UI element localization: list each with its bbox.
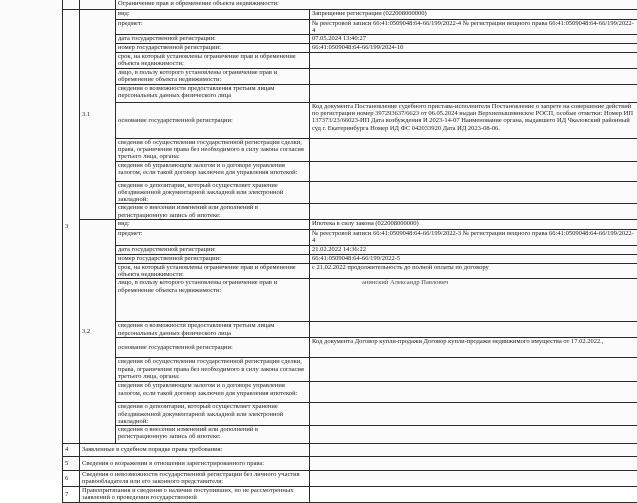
- row-number: 4: [63, 444, 80, 457]
- field-label: срок, на который установлены ограничение прав и обременение объекта недвижимости:: [116, 263, 310, 279]
- field-label: предмет:: [116, 19, 310, 35]
- field-label: сведения о внесении изменений или дополнений в регистрационную запись об ипотеке:: [116, 426, 310, 444]
- table-row: [63, 161, 637, 181]
- row-value: [310, 444, 637, 457]
- table-row: [63, 338, 637, 358]
- field-value: Код документа Договор купли-продажи Договор купли-продажи недвижимого имущества от 17.02.2022.,: [310, 338, 637, 358]
- field-value: [310, 204, 637, 220]
- field-label: сведения об осуществлении государственной регистрации сделки, права, ограничения права без необходимого в силу закона согласия третьего лица, органа:: [116, 358, 310, 382]
- field-value: [310, 84, 637, 102]
- field-value: 07.05.2024 13:40:27: [310, 35, 637, 44]
- table-row: [63, 204, 637, 220]
- field-value: 21.02.2022 14:36:22: [310, 245, 637, 254]
- field-value: Ипотека в силу закона (022008000000): [310, 220, 637, 230]
- table-row: [63, 403, 637, 426]
- field-label: вид:: [116, 220, 310, 230]
- table-row: [63, 254, 637, 263]
- field-value: 66:41:0509048:64-66/199/2022-5: [310, 254, 637, 263]
- field-label: номер государственной регистрации:: [116, 44, 310, 53]
- field-value: 66:41:0509048:64-66/199/2024-10: [310, 44, 637, 53]
- table-row: [63, 263, 637, 279]
- field-value: [310, 403, 637, 426]
- field-label: лицо, в пользу которого установлены ограничение прав и обременение объекта недвижимости:: [116, 279, 310, 322]
- table-row: [63, 457, 637, 471]
- top-header-row: [63, 0, 637, 9]
- field-label: сведения о внесении изменений или дополнений в регистрационную запись об ипотеке:: [116, 204, 310, 220]
- field-value: Запрещение регистрации (022008000000): [310, 9, 637, 19]
- row-number: 5: [63, 457, 80, 471]
- table-row: [63, 426, 637, 444]
- field-label: сведения об управляющем залогом и о договоре управления залогом, если такой договор заключен для управления ипотекой:: [116, 161, 310, 181]
- table-row: [63, 181, 637, 204]
- table-row: [63, 68, 637, 84]
- section-number: 3: [63, 9, 80, 444]
- field-value: [310, 138, 637, 161]
- table-row: [63, 35, 637, 44]
- field-value: № реестровой записи 66:41:0509048:64-66/199/2022-4 № регистрации вещного права 66:41:0509048:64-66/199/2022-4: [310, 19, 637, 35]
- table-row: [63, 44, 637, 53]
- field-value: [310, 426, 637, 444]
- field-value: анинский Александр Павлович: [310, 279, 637, 322]
- subsection-number: 3.1: [80, 9, 116, 220]
- table-row: [63, 220, 637, 230]
- field-label: сведения об осуществлении государственной регистрации сделки, права, ограничения права без необходимого в силу закона согласия третьего лица, органа:: [116, 138, 310, 161]
- field-label: сведения о возможности предоставления третьим лицам персональных данных физического лица: [116, 84, 310, 102]
- field-value: [310, 53, 637, 69]
- field-value: [310, 68, 637, 84]
- field-label: вид:: [116, 9, 310, 19]
- row-label: Правопритязания и сведения о наличии поступивших, но не рассмотренных заявлений о проведении государственной: [80, 486, 310, 502]
- field-label: основание государственной регистрации:: [116, 338, 310, 358]
- table-row: [63, 358, 637, 382]
- field-value: № реестровой записи 66:41:0509048:64-66/199/2022-3 № регистрации вещного права 66:41:0509048:64-66/199/2022-4: [310, 230, 637, 246]
- table-row: [63, 486, 637, 502]
- table-row: [63, 382, 637, 403]
- egrn-table: [62, 0, 637, 503]
- row-number: 7: [63, 486, 80, 502]
- table-row: [63, 138, 637, 161]
- table-row: [63, 53, 637, 69]
- subsection-number: 3.2: [80, 220, 116, 444]
- field-label: срок, на который установлены ограничение прав и обременение объекта недвижимости:: [116, 53, 310, 69]
- top-header: Ограничение прав и обременение объекта недвижимости:: [116, 0, 637, 9]
- field-label: основание государственной регистрации:: [116, 102, 310, 138]
- table-row: [63, 9, 637, 19]
- row-label: Сведения о невозможности государственной регистрации без личного участия правообладателя или его законного представителя:: [80, 471, 310, 487]
- field-value: с 21.02.2022 продолжительность до полной оплаты по договору: [310, 263, 637, 279]
- field-value: [310, 161, 637, 181]
- row-label: Заявленные в судебном порядке права требования:: [80, 444, 310, 457]
- field-label: лицо, в пользу которого установлены ограничение прав и обременение объекта недвижимости:: [116, 68, 310, 84]
- row-number: 6: [63, 471, 80, 487]
- row-value: [310, 457, 637, 471]
- table-row: [63, 19, 637, 35]
- field-label: сведения о возможности предоставления третьим лицам персональных данных физического лица: [116, 322, 310, 338]
- table-row: [63, 322, 637, 338]
- field-label: сведения об управляющем залогом и о договоре управления залогом, если такой договор заключен для управления ипотекой:: [116, 382, 310, 403]
- field-label: номер государственной регистрации:: [116, 254, 310, 263]
- table-row: [63, 245, 637, 254]
- field-label: дата государственной регистрации:: [116, 245, 310, 254]
- field-value: [310, 358, 637, 382]
- field-label: дата государственной регистрации:: [116, 35, 310, 44]
- table-row: [63, 279, 637, 322]
- field-label: сведения о депозитарии, который осуществляет хранение обездвиженной документарной закладной или электронной закладной:: [116, 181, 310, 204]
- field-label: предмет:: [116, 230, 310, 246]
- field-value: [310, 322, 637, 338]
- table-row: [63, 230, 637, 246]
- table-row: [63, 84, 637, 102]
- table-row: [63, 471, 637, 487]
- table-row: [63, 444, 637, 457]
- field-value: Код документа Постановление судебного пристава-исполнителя Постановление о запрете на совершение действий по регистрации номер 397293637/6623 от 06.05.2024 выдан Верхнепышминское РОСП, особые отметки: Номер ИП 137373/23/66023-ИП Дата возбуждения И 2023-14-07 Наименование органа, выдавшего ИД Чкаловский районный суд г. Екатеринбурга Номер ИД ФС 042033920 Дата ИД 2023-08-06.: [310, 102, 637, 138]
- field-value: [310, 382, 637, 403]
- table-row: [63, 102, 637, 138]
- row-value: [310, 486, 637, 502]
- row-label: Сведения о возражении в отношении зарегистрированного права:: [80, 457, 310, 471]
- row-value: [310, 471, 637, 487]
- field-label: сведения о депозитарии, который осуществляет хранение обездвиженной документарной закладной или электронной закладной:: [116, 403, 310, 426]
- field-value: [310, 181, 637, 204]
